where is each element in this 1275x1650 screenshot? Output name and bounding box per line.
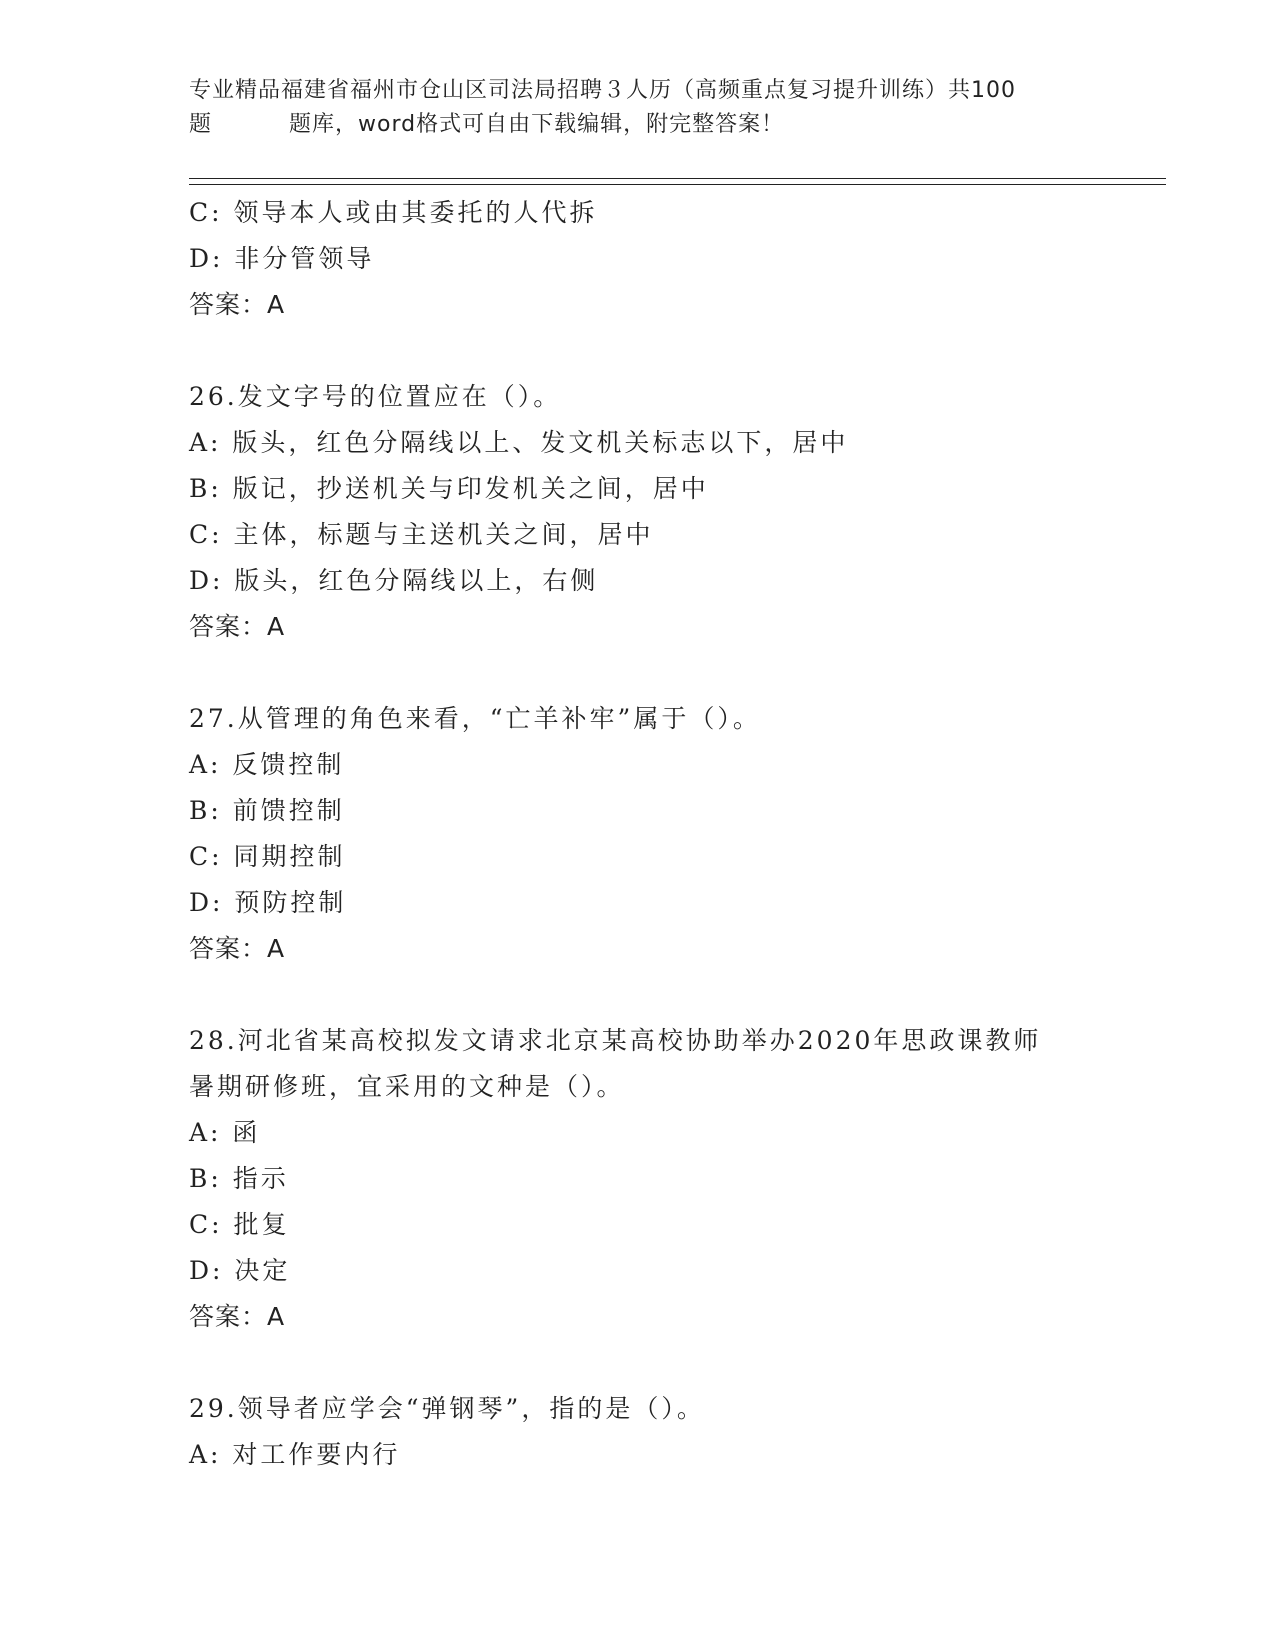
question-list bbox=[189, 190, 1149, 1478]
option-c: C: 主体，标题与主送机关之间，居中 bbox=[189, 520, 654, 549]
spacer bbox=[189, 972, 1149, 1018]
answer-line: 答案：A bbox=[189, 290, 286, 319]
option-b: B: 指示 bbox=[189, 1164, 289, 1193]
option-c: C: 批复 bbox=[189, 1210, 290, 1239]
option-a: A: 反馈控制 bbox=[189, 750, 345, 779]
question-text-continued: 暑期研修班，宜采用的文种是（）。 bbox=[189, 1072, 625, 1101]
spacer bbox=[189, 650, 1149, 696]
option-a: A: 函 bbox=[189, 1118, 261, 1147]
option-a: A: 版头，红色分隔线以上、发文机关标志以下，居中 bbox=[189, 428, 849, 457]
option-b: B: 前馈控制 bbox=[189, 796, 345, 825]
option-c: C: 同期控制 bbox=[189, 842, 346, 871]
question-text: 27.从管理的角色来看，“亡羊补牢”属于（）。 bbox=[189, 704, 761, 733]
option-c: C: 领导本人或由其委托的人代拆 bbox=[189, 198, 598, 227]
document-header bbox=[189, 74, 1089, 142]
spacer bbox=[189, 1340, 1149, 1386]
question-text: 29.领导者应学会“弹钢琴”，指的是（）。 bbox=[189, 1394, 705, 1423]
header-title-line2-right: 题库，word格式可自由下载编辑，附完整答案！ bbox=[289, 112, 785, 137]
option-d: D: 版头，红色分隔线以上，右侧 bbox=[189, 566, 599, 595]
option-d: D: 非分管领导 bbox=[189, 244, 375, 273]
answer-line: 答案：A bbox=[189, 612, 286, 641]
header-title-line2 bbox=[189, 108, 1089, 142]
answer-line: 答案：A bbox=[189, 1302, 286, 1331]
header-title-line2-left: 题 bbox=[189, 112, 213, 137]
option-d: D: 决定 bbox=[189, 1256, 291, 1285]
option-d: D: 预防控制 bbox=[189, 888, 347, 917]
spacer bbox=[189, 328, 1149, 374]
question-text: 26.发文字号的位置应在（）。 bbox=[189, 382, 562, 411]
header-divider-top bbox=[189, 178, 1166, 179]
answer-line: 答案：A bbox=[189, 934, 286, 963]
option-b: B: 版记，抄送机关与印发机关之间，居中 bbox=[189, 474, 709, 503]
question-text: 28.河北省某高校拟发文请求北京某高校协助举办2020年思政课教师 bbox=[189, 1026, 1042, 1055]
option-a: A: 对工作要内行 bbox=[189, 1440, 401, 1469]
header-title-line1: 专业精品福建省福州市仓山区司法局招聘３人历（高频重点复习提升训练）共100 bbox=[189, 78, 1016, 103]
header-divider-bottom bbox=[189, 184, 1166, 185]
